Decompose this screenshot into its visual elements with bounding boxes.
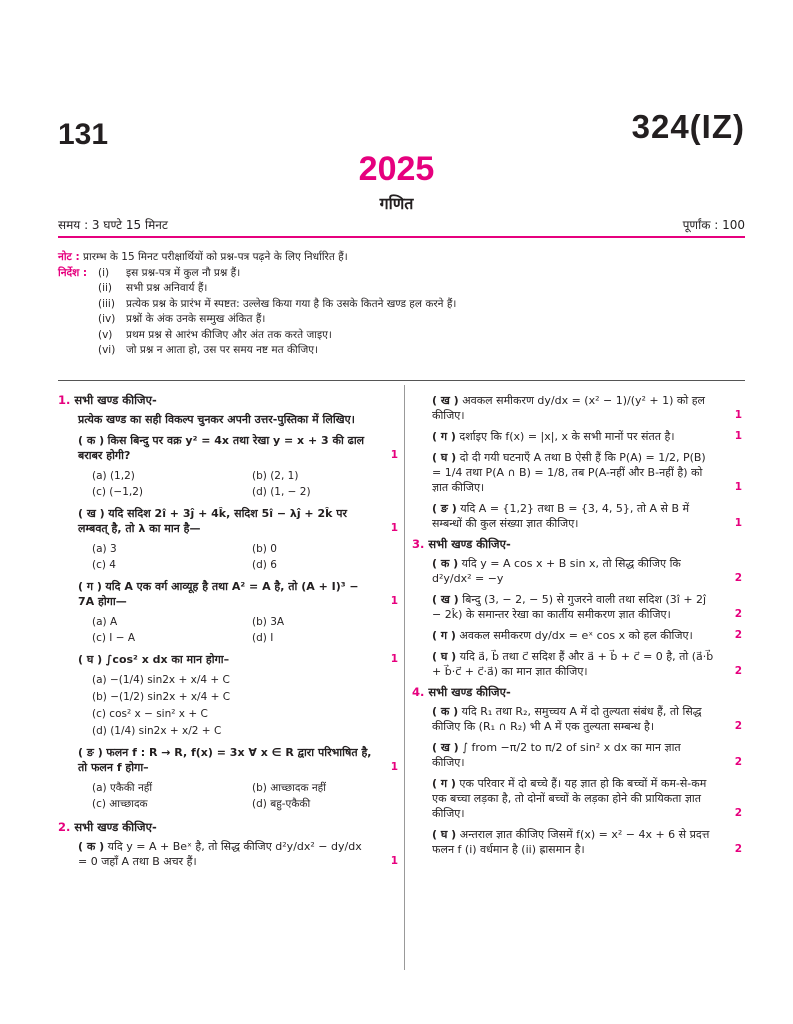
marks: 2 <box>734 665 742 677</box>
option: (b) −(1/2) sin2x + x/4 + C <box>92 691 231 703</box>
header-divider <box>58 236 745 238</box>
option: (d) (1/4) sin2x + x/2 + C <box>92 725 222 737</box>
marks: 2 <box>734 572 742 584</box>
options-1a <box>58 469 398 500</box>
marks: 1 <box>390 761 398 773</box>
question-3b: ( ख ) बिन्दु (3, − 2, − 5) से गुजरने वाली तथा सदिश (3î + 2ĵ − 2k̂) के समान्तर रेखा का कार्तीय समीकरण ज्ञात कीजिए। 2 <box>432 593 742 621</box>
section-divider <box>58 380 745 381</box>
note-line <box>58 250 748 266</box>
time-allowed: समय : 3 घण्टे 15 मिनट <box>58 218 168 232</box>
marks: 1 <box>734 409 742 421</box>
option: (d) (1, − 2) <box>252 486 311 498</box>
option: (c) I − A <box>92 632 136 644</box>
marks: 2 <box>734 756 742 768</box>
option: (d) 6 <box>252 559 277 571</box>
marks: 1 <box>390 595 398 607</box>
question-1d: ( घ ) ∫cos² x dx का मान होगा– 1 <box>78 653 398 666</box>
direction-item: (v) प्रथम प्रश्न से आरंभ कीजिए और अंत तक करते जाइए। <box>98 328 332 341</box>
question-2e: ( ङ ) यदि A = {1,2} तथा B = {3, 4, 5}, तो A से B में सम्बन्धों की कुल संख्या ज्ञात कीजिए। 1 <box>432 502 742 530</box>
question-4c: ( ग ) एक परिवार में दो बच्चे हैं। यह ज्ञात हो कि बच्चों में कम-से-कम एक बच्चा लड़का है, तो दोनों बच्चों के लड़का होने की प्रायिकता ज्ञात कीजिए। 2 <box>432 777 742 820</box>
options-1d <box>58 673 398 739</box>
option: (d) बहु-एकैकी <box>252 798 311 810</box>
marks: 1 <box>734 517 742 529</box>
option: (b) 3A <box>252 616 285 628</box>
question-2d: ( घ ) दो दी गयी घटनाएँ A तथा B ऐसी हैं कि P(A) = 1/2, P(B) = 1/4 तथा P(A ∩ B) = 1/8, तब P(A-नहीं और B-नहीं है) को ज्ञात कीजिए। 1 <box>432 451 742 494</box>
question-3c: ( ग ) अवकल समीकरण dy/dx = eˣ cos x को हल कीजिए। 2 <box>432 629 742 642</box>
marks: 1 <box>390 522 398 534</box>
question-4b: ( ख ) ∫ from −π/2 to π/2 of sin² x dx का मान ज्ञात कीजिए। 2 <box>432 741 742 769</box>
directions-list <box>58 266 748 359</box>
question-3-heading: 3. सभी खण्ड कीजिए- <box>412 537 511 551</box>
exam-year: 2025 <box>358 150 435 188</box>
question-1e: ( ङ ) फलन f : R → R, f(x) = 3x ∀ x ∈ R द्वारा परिभाषित है, तो फलन f होगा– 1 <box>78 746 398 774</box>
question-1-heading: 1. सभी खण्ड कीजिए- <box>58 393 157 407</box>
question-4a: ( क ) यदि R₁ तथा R₂, समुच्चय A में दो तुल्यता संबंध हैं, तो सिद्ध कीजिए कि (R₁ ∩ R₂) भी A में एक तुल्यता सम्बन्ध है। 2 <box>432 705 742 733</box>
subject-title: गणित <box>379 194 414 213</box>
option: (a) −(1/4) sin2x + x/4 + C <box>92 674 230 686</box>
marks: 2 <box>734 843 742 855</box>
option: (c) cos² x − sin² x + C <box>92 708 208 720</box>
option: (b) आच्छादक नहीं <box>252 782 326 794</box>
instructions-block <box>58 250 748 359</box>
option: (a) A <box>92 616 118 628</box>
marks: 1 <box>734 430 742 442</box>
max-marks: पूर्णांक : 100 <box>682 218 745 232</box>
direction-item: (vi) जो प्रश्न न आता हो, उस पर समय नष्ट मत कीजिए। <box>98 344 319 356</box>
note-label: नोट : <box>58 251 80 263</box>
question-3a: ( क ) यदि y = A cos x + B sin x, तो सिद्ध कीजिए कि d²y/dx² = −y 2 <box>432 557 742 585</box>
options-1b <box>58 542 398 573</box>
direction-item: (iii) प्रत्येक प्रश्न के प्रारंभ में स्पष्टत: उल्लेख किया गया है कि उसके कितने खण्ड हल करने हैं। <box>98 297 457 310</box>
marks: 2 <box>734 807 742 819</box>
question-3d: ( घ ) यदि a⃗, b⃗ तथा c⃗ सदिश हैं और a⃗ + b⃗ + c⃗ = 0 है, तो (a⃗·b⃗ + b⃗·c⃗ + c⃗·a⃗) का मान ज्ञात कीजिए। 2 <box>432 650 742 678</box>
option: (b) 0 <box>252 543 277 555</box>
question-1-instruction: प्रत्येक खण्ड का सही विकल्प चुनकर अपनी उत्तर-पुस्तिका में लिखिए। <box>78 413 355 426</box>
marks: 1 <box>390 653 398 665</box>
option: (c) आच्छादक <box>92 798 148 810</box>
marks: 1 <box>390 449 398 461</box>
marks: 1 <box>390 855 398 867</box>
right-column <box>412 393 742 863</box>
option: (a) (1,2) <box>92 470 135 482</box>
marks: 1 <box>734 481 742 493</box>
question-1b: ( ख ) यदि सदिश 2î + 3ĵ + 4k̂, सदिश 5î − λĵ + 2k̂ पर लम्बवत् है, तो λ का मान है— 1 <box>78 507 398 535</box>
marks: 2 <box>734 629 742 641</box>
question-4d: ( घ ) अन्तराल ज्ञात कीजिए जिसमें f(x) = x² − 4x + 6 से प्रदत्त फलन f (i) वर्धमान है (ii) ह्रासमान है। 2 <box>432 828 742 856</box>
question-2a: ( क ) यदि y = A + Beˣ है, तो सिद्ध कीजिए d²y/dx² − dy/dx = 0 जहाँ A तथा B अचर हैं। 1 <box>78 840 398 868</box>
option: (a) 3 <box>92 543 117 555</box>
direction-item: (ii) सभी प्रश्न अनिवार्य हैं। <box>98 282 208 294</box>
question-2-heading: 2. सभी खण्ड कीजिए- <box>58 820 157 834</box>
question-2c: ( ग ) दर्शाइए कि f(x) = |x|, x के सभी मानों पर संतत है। 1 <box>432 430 742 443</box>
marks: 2 <box>734 720 742 732</box>
directions-label: निर्देश : <box>58 266 88 279</box>
marks: 2 <box>734 608 742 620</box>
left-column <box>58 393 398 875</box>
option: (c) 4 <box>92 559 116 571</box>
question-1c: ( ग ) यदि A एक वर्ग आव्यूह है तथा A² = A है, तो (A + I)³ − 7A होगा— 1 <box>78 580 398 608</box>
question-2b: ( ख ) अवकल समीकरण dy/dx = (x² − 1)/(y² + 1) को हल कीजिए। 1 <box>432 394 742 422</box>
options-1e <box>58 781 398 812</box>
options-1c <box>58 615 398 646</box>
option: (d) I <box>252 632 274 644</box>
option: (b) (2, 1) <box>252 470 299 482</box>
option: (c) (−1,2) <box>92 486 143 498</box>
option: (a) एकैकी नहीं <box>92 782 153 794</box>
direction-item: निर्देश : (i) इस प्रश्न-पत्र में कुल नौ प्रश्न हैं। <box>58 266 748 282</box>
direction-item: (iv) प्रश्नों के अंक उनके सम्मुख अंकित हैं। <box>98 313 266 325</box>
paper-code: 324(IZ) <box>631 108 745 145</box>
question-4-heading: 4. सभी खण्ड कीजिए- <box>412 685 511 699</box>
note-text: प्रारम्भ के 15 मिनट परीक्षार्थियों को प्रश्न-पत्र पढ़ने के लिए निर्धारित हैं। <box>83 251 348 263</box>
question-1a: ( क ) किस बिन्दु पर वक्र y² = 4x तथा रेखा y = x + 3 की ढाल बराबर होगी? 1 <box>78 434 398 462</box>
page-number: 131 <box>58 118 109 151</box>
